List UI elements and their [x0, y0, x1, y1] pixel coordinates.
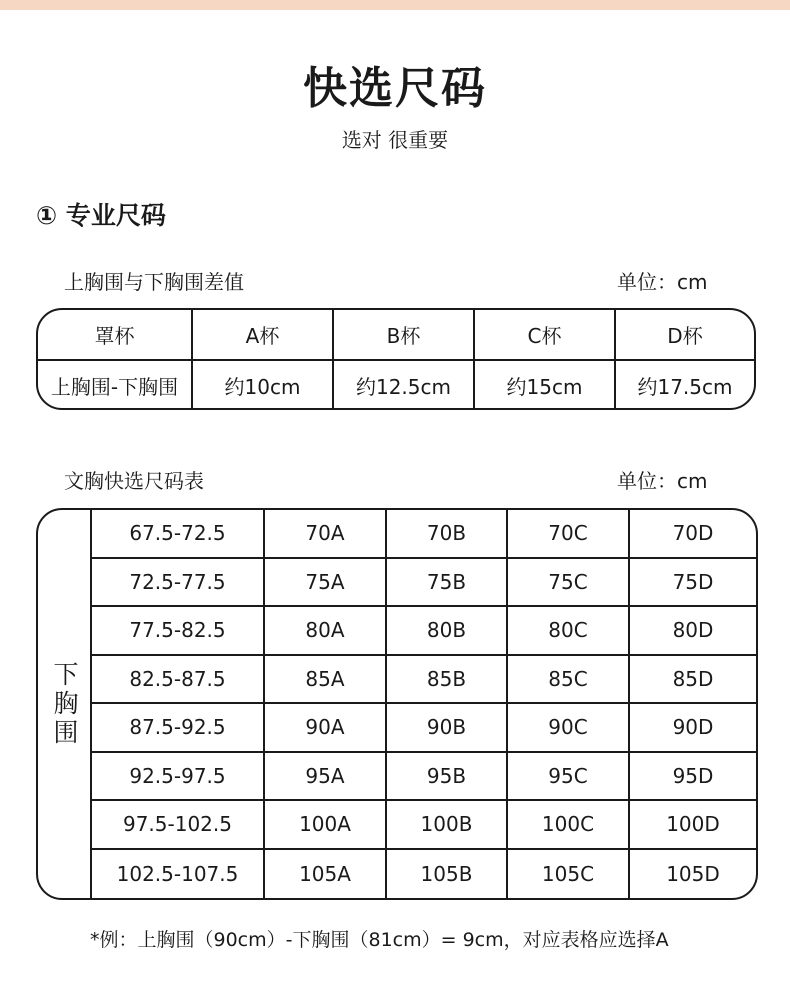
- size-cell: 90D: [672, 715, 714, 740]
- cup-difference-table: [36, 308, 756, 410]
- table-cell: 约17.5cm: [637, 375, 733, 399]
- page-title: 快选尺码: [303, 63, 487, 114]
- size-cell: 70A: [265, 510, 387, 557]
- section-number: ①: [36, 201, 58, 230]
- table-row: [92, 704, 756, 753]
- size-cell: 85C: [508, 656, 630, 703]
- size-cell: 80C: [508, 607, 630, 654]
- table-row: [92, 801, 756, 850]
- table-row: [92, 510, 756, 559]
- underbust-range-cell: 82.5-87.5: [92, 656, 265, 703]
- size-cell: 80B: [387, 607, 508, 654]
- size-cell: 105A: [265, 850, 387, 899]
- table-cell: 约15cm: [475, 361, 616, 410]
- size-cell: 70C: [508, 510, 630, 557]
- table-header-cell: C杯: [475, 310, 616, 359]
- page-subtitle: 选对 很重要: [341, 128, 449, 152]
- size-cell: 75A: [265, 559, 387, 606]
- table-row: [92, 753, 756, 802]
- table-cell: 约10cm: [193, 361, 334, 410]
- underbust-range-cell: 77.5-82.5: [92, 607, 265, 654]
- size-cell: 85D: [672, 666, 714, 691]
- size-cell: 70D: [672, 521, 714, 546]
- size-cell: 70B: [387, 510, 508, 557]
- underbust-range-cell: 72.5-77.5: [92, 559, 265, 606]
- diff-table-label: 上胸围与下胸围差值: [64, 270, 244, 294]
- size-cell: 90B: [387, 704, 508, 751]
- table-header-row: [38, 310, 754, 361]
- size-table-label: 文胸快选尺码表: [64, 469, 204, 493]
- section-title: 专业尺码: [65, 201, 166, 230]
- underbust-range-cell: 97.5-102.5: [92, 801, 265, 848]
- size-cell: 100A: [265, 801, 387, 848]
- size-cell: 85A: [265, 656, 387, 703]
- size-grid: [92, 510, 756, 898]
- size-cell: 75D: [672, 569, 714, 594]
- table-row: [92, 850, 756, 899]
- example-note: *例：上胸围（90cm）-下胸围（81cm）= 9cm，对应表格应选择A: [90, 929, 669, 951]
- bra-size-table: [36, 508, 758, 900]
- top-accent-bar: [0, 0, 790, 10]
- size-cell: 75C: [508, 559, 630, 606]
- diff-table-unit: 单位：cm: [617, 270, 708, 294]
- table-header-cell: D杯: [667, 324, 703, 348]
- underbust-side-label: 下胸围: [38, 510, 92, 898]
- underbust-range-cell: 102.5-107.5: [92, 850, 265, 899]
- size-cell: 90C: [508, 704, 630, 751]
- table-header-cell: 罩杯: [38, 310, 193, 359]
- size-cell: 80A: [265, 607, 387, 654]
- table-header-cell: B杯: [334, 310, 475, 359]
- size-cell: 95C: [508, 753, 630, 800]
- table-cell: 上胸围-下胸围: [38, 361, 193, 410]
- table-cell: 约12.5cm: [334, 361, 475, 410]
- size-cell: 80D: [672, 618, 714, 643]
- size-cell: 95A: [265, 753, 387, 800]
- size-cell: 90A: [265, 704, 387, 751]
- size-table-unit: 单位：cm: [617, 469, 708, 493]
- table-row: [92, 607, 756, 656]
- size-cell: 75B: [387, 559, 508, 606]
- table-row: [92, 559, 756, 608]
- underbust-range-cell: 87.5-92.5: [92, 704, 265, 751]
- size-cell: 100C: [508, 801, 630, 848]
- table-row: [38, 361, 754, 410]
- size-cell: 105B: [387, 850, 508, 899]
- underbust-range-cell: 92.5-97.5: [92, 753, 265, 800]
- size-cell: 105C: [508, 850, 630, 899]
- table-row: [92, 656, 756, 705]
- size-cell: 100B: [387, 801, 508, 848]
- table-header-cell: A杯: [193, 310, 334, 359]
- size-cell: 105D: [666, 861, 720, 886]
- underbust-range-cell: 67.5-72.5: [92, 510, 265, 557]
- size-cell: 95B: [387, 753, 508, 800]
- section-heading: [36, 196, 166, 232]
- size-cell: 100D: [666, 812, 720, 837]
- size-cell: 95D: [672, 763, 714, 788]
- size-cell: 85B: [387, 656, 508, 703]
